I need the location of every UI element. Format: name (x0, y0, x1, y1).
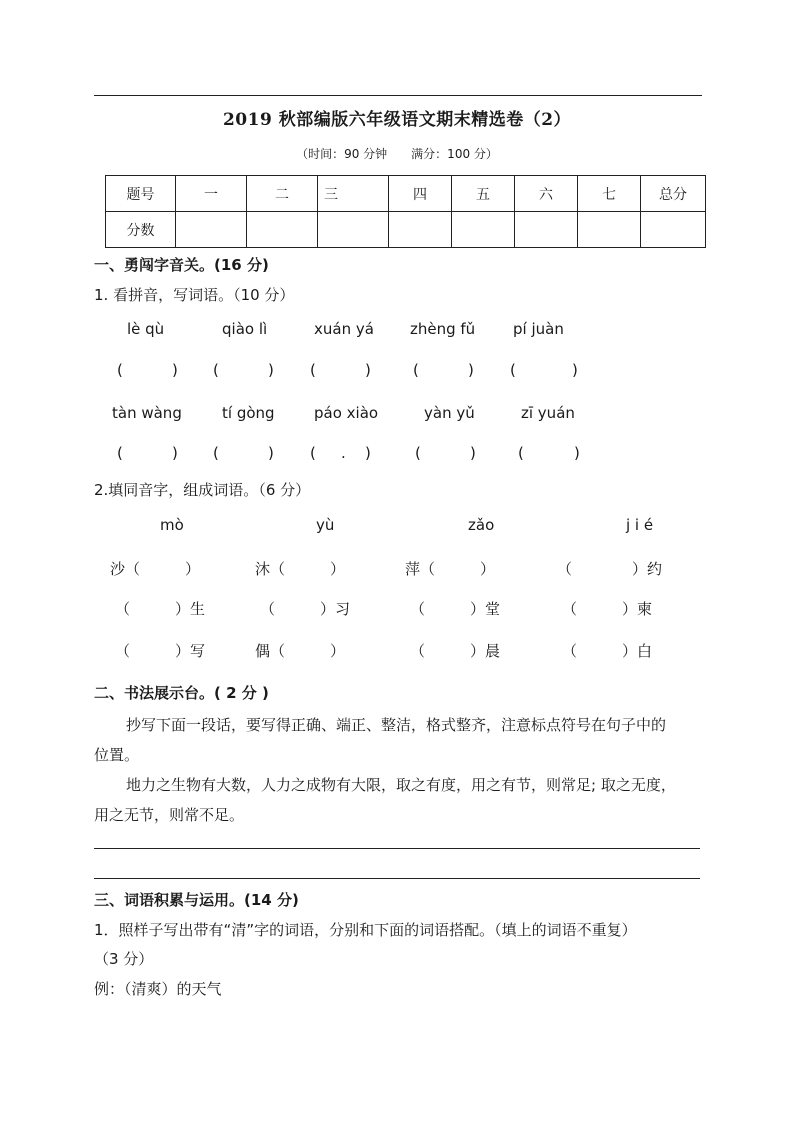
pinyin-3: xuán yá (314, 320, 374, 338)
section3-heading: 三、词语积累与运用。(14 分) (94, 891, 299, 909)
pinyin-1: lè qù (127, 320, 165, 338)
homophone-pinyin: zǎo (468, 516, 495, 534)
score-cell[interactable] (318, 212, 389, 248)
homophone-blank[interactable]: （ ）柬 (562, 600, 653, 618)
writing-line[interactable] (94, 848, 700, 849)
s3-example: 例：（清爽）的天气 (94, 980, 222, 998)
score-cell[interactable] (515, 212, 578, 248)
homophone-blank[interactable]: 沐（ ） (255, 560, 346, 578)
score-header-cell: 题号 (106, 176, 176, 212)
score-cell[interactable] (452, 212, 515, 248)
homophone-blank[interactable]: 偶（ ） (255, 642, 346, 660)
homophone-blank[interactable]: （ ）写 (115, 642, 206, 660)
answer-blank[interactable]: ( (310, 444, 316, 462)
stray-dot: . (341, 444, 346, 462)
answer-blank-end: ) (268, 361, 274, 379)
answer-blank[interactable]: ( (117, 444, 123, 462)
homophone-pinyin: yù (316, 516, 335, 534)
score-header-cell: 六 (515, 176, 578, 212)
homophone-blank[interactable]: （ ）晨 (410, 642, 501, 660)
score-header-cell: 四 (389, 176, 452, 212)
homophone-blank[interactable]: （ ）约 (557, 560, 663, 578)
writing-line[interactable] (94, 878, 700, 879)
exam-info: （时间：90 分钟 满分：100 分） (296, 147, 498, 161)
homophone-blank[interactable]: （ ）生 (115, 600, 206, 618)
score-header-cell: 一 (176, 176, 247, 212)
pinyin-5: pí juàn (513, 320, 564, 338)
answer-blank-end: ) (172, 444, 178, 462)
score-cell[interactable] (578, 212, 641, 248)
score-header-cell: 七 (578, 176, 641, 212)
homophone-blank[interactable]: 萍（ ） (405, 560, 496, 578)
homophone-blank[interactable]: （ ）习 (260, 600, 351, 618)
homophone-blank[interactable]: 沙（ ） (110, 560, 201, 578)
homophone-pinyin: mò (160, 516, 184, 534)
score-header-cell: 二 (247, 176, 318, 212)
score-header-cell: 三 (318, 176, 389, 212)
homophone-blank[interactable]: （ ）白 (562, 642, 653, 660)
answer-blank-end: ) (365, 361, 371, 379)
answer-blank-end: ) (572, 361, 578, 379)
q1-prompt: 1. 看拼音，写词语。（10 分） (94, 286, 295, 304)
top-rule (94, 95, 702, 96)
score-cell[interactable] (176, 212, 247, 248)
score-table-score-row (106, 212, 706, 248)
answer-blank-end: ) (470, 444, 476, 462)
score-table-header-row (106, 176, 706, 212)
copy-passage: 地力之生物有大数，人力之成物有大限，取之有度，用之有节，则常足; 取之无度， (126, 776, 676, 794)
copy-instruction: 抄写下面一段话，要写得正确、端正、整洁，格式整齐，注意标点符号在句子中的 (126, 716, 667, 734)
pinyin-8: páo xiào (314, 404, 379, 422)
pinyin-10: zī yuán (521, 404, 575, 422)
homophone-blank[interactable]: （ ）堂 (410, 600, 501, 618)
pinyin-9: yàn yǔ (424, 404, 475, 422)
copy-instruction-cont: 位置。 (94, 746, 140, 764)
section1-heading: 一、勇闯字音关。(16 分) (94, 256, 269, 274)
answer-blank-end: ) (172, 361, 178, 379)
answer-blank[interactable]: ( (117, 361, 123, 379)
answer-blank-end: ) (574, 444, 580, 462)
score-row-label: 分数 (106, 212, 176, 248)
s3-q1-prompt: 1．照样子写出带有“清”字的词语，分别和下面的词语搭配。（填上的词语不重复） (94, 921, 637, 939)
answer-blank-end: ) (365, 444, 371, 462)
answer-blank[interactable]: ( (310, 361, 316, 379)
score-cell[interactable] (641, 212, 706, 248)
s3-q1-score: （3 分） (94, 950, 154, 968)
answer-blank-end: ) (468, 361, 474, 379)
copy-passage-cont: 用之无节，则常不足。 (94, 806, 245, 824)
score-cell[interactable] (247, 212, 318, 248)
pinyin-7: tí gòng (222, 404, 275, 422)
answer-blank[interactable]: ( (510, 361, 516, 379)
answer-blank[interactable]: ( (415, 444, 421, 462)
pinyin-2: qiào lì (222, 320, 268, 338)
score-header-cell: 五 (452, 176, 515, 212)
score-table (105, 175, 706, 248)
homophone-pinyin: j i é (626, 516, 654, 534)
section2-heading: 二、书法展示台。( 2 分 ) (94, 684, 269, 702)
score-header-cell: 总分 (641, 176, 706, 212)
answer-blank[interactable]: ( (213, 444, 219, 462)
pinyin-6: tàn wàng (112, 404, 182, 422)
pinyin-4: zhèng fǔ (410, 320, 476, 338)
q2-prompt: 2.填同音字，组成词语。（6 分） (94, 481, 311, 499)
page-title: 2019 秋部编版六年级语文期末精选卷（2） (222, 110, 572, 130)
answer-blank-end: ) (268, 444, 274, 462)
score-cell[interactable] (389, 212, 452, 248)
answer-blank[interactable]: ( (413, 361, 419, 379)
answer-blank[interactable]: ( (518, 444, 524, 462)
answer-blank[interactable]: ( (213, 361, 219, 379)
